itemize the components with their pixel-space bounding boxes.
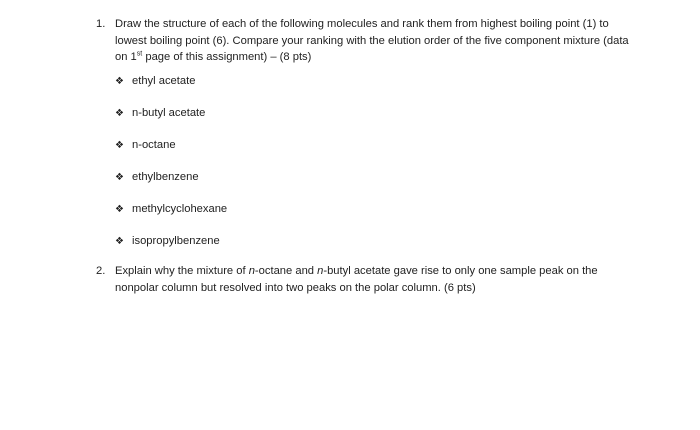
molecule-name: methylcyclohexane (132, 203, 228, 215)
italic-n: n (248, 265, 255, 277)
molecule-name: isopropylbenzene (132, 235, 220, 247)
diamond-bullet-icon: ❖ (115, 76, 124, 87)
question-2-text-b: -octane and (254, 265, 318, 277)
molecule-name: ethylbenzene (132, 171, 199, 183)
diamond-bullet-icon: ❖ (115, 172, 124, 183)
question-1-number: 1. (96, 18, 106, 30)
list-item (115, 169, 227, 201)
list-item (115, 233, 227, 265)
question-2-text-c: -butyl acetate gave rise to only one sample peak on the nonpolar column but resolved into two peaks on the polar column. (6 pts) (115, 265, 598, 294)
list-item (115, 137, 227, 169)
superscript-st: st (136, 50, 143, 58)
question-1 (96, 16, 636, 66)
diamond-bullet-icon: ❖ (115, 236, 124, 247)
question-1-text-part1: Draw the structure of each of the following molecules and rank them from highest boiling point (1) to lowest boiling point (6). Compare your ranking with the elution order of the five component mixture (data on 1 (115, 18, 629, 63)
list-item (115, 73, 227, 105)
question-2-text (115, 263, 636, 296)
molecule-name: n-octane (132, 139, 176, 151)
question-2 (96, 263, 636, 296)
molecule-list (115, 73, 227, 265)
question-2-text-a: Explain why the mixture of (115, 265, 249, 277)
italic-n: n (317, 265, 324, 277)
list-item (115, 105, 227, 137)
molecule-name: ethyl acetate (132, 75, 196, 87)
question-2-number: 2. (96, 265, 106, 277)
diamond-bullet-icon: ❖ (115, 204, 124, 215)
question-1-text-part2: page of this assignment) – (8 pts) (142, 51, 312, 63)
diamond-bullet-icon: ❖ (115, 140, 124, 151)
diamond-bullet-icon: ❖ (115, 108, 124, 119)
molecule-name: n-butyl acetate (132, 107, 206, 119)
list-item (115, 201, 227, 233)
question-1-text (115, 16, 636, 66)
